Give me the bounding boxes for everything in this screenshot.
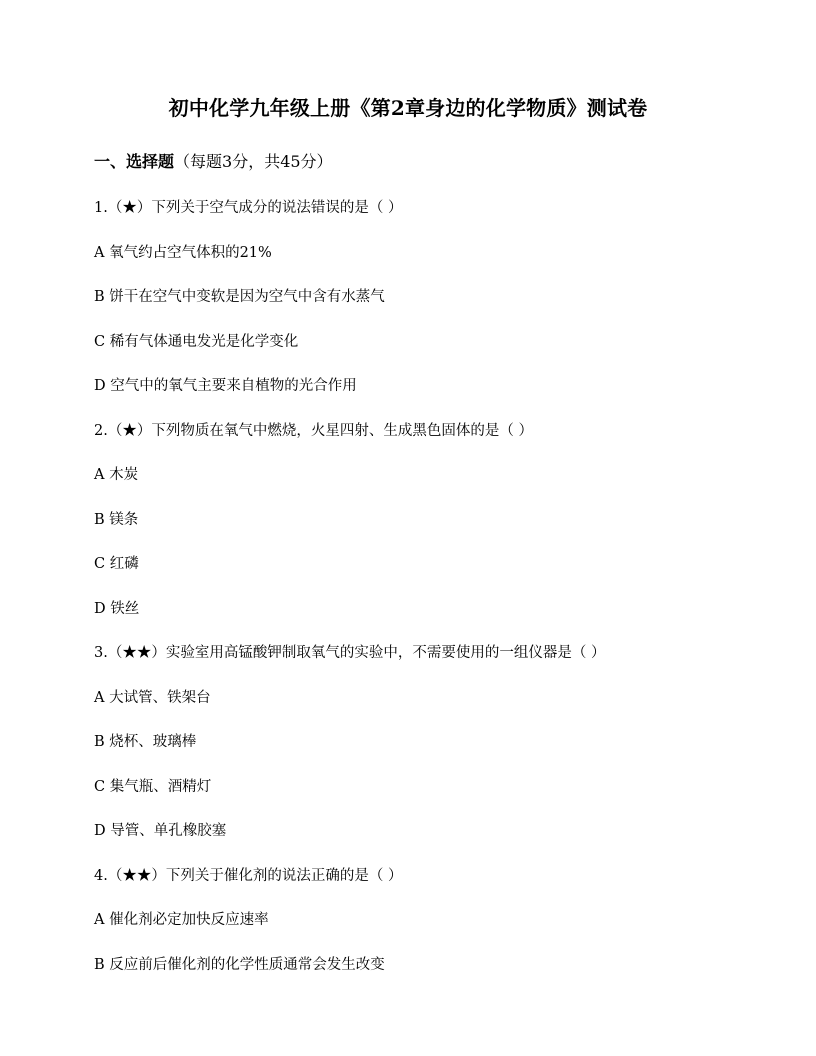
question-4-option-a: A 催化剂必定加快反应速率 — [94, 912, 269, 928]
question-4-option-b: B 反应前后催化剂的化学性质通常会发生改变 — [94, 957, 385, 973]
question-3-option-d: D 导管、单孔橡胶塞 — [94, 823, 227, 839]
question-3-stem: 3.（★★）实验室用高锰酸钾制取氧气的实验中，不需要使用的一组仪器是（ ） — [94, 645, 606, 661]
question-1-option-d: D 空气中的氧气主要来自植物的光合作用 — [94, 378, 357, 394]
question-4-stem: 4.（★★）下列关于催化剂的说法正确的是（ ） — [94, 868, 403, 884]
question-3-option-c: C 集气瓶、酒精灯 — [94, 779, 212, 795]
question-1-option-a: A 氧气约占空气体积的21% — [94, 245, 272, 261]
question-3-option-b: B 烧杯、玻璃棒 — [94, 734, 197, 750]
section-heading — [94, 150, 333, 174]
question-2-option-c: C 红磷 — [94, 556, 139, 572]
question-2-option-d: D 铁丝 — [94, 601, 140, 617]
document-title: 初中化学九年级上册《第2章身边的化学物质》测试卷 — [168, 96, 648, 120]
section-label: 一、选择题 — [94, 152, 175, 171]
question-1-stem: 1.（★）下列关于空气成分的说法错误的是（ ） — [94, 200, 403, 216]
question-1-option-b: B 饼干在空气中变软是因为空气中含有水蒸气 — [94, 289, 385, 305]
section-score-note: （每题3分，共45分） — [174, 152, 333, 171]
question-3-option-a: A 大试管、铁架台 — [94, 690, 211, 706]
question-2-option-b: B 镁条 — [94, 512, 139, 528]
question-2-option-a: A 木炭 — [94, 467, 139, 483]
question-2-stem: 2.（★）下列物质在氧气中燃烧，火星四射、生成黑色固体的是（ ） — [94, 423, 533, 439]
question-1-option-c: C 稀有气体通电发光是化学变化 — [94, 334, 299, 350]
